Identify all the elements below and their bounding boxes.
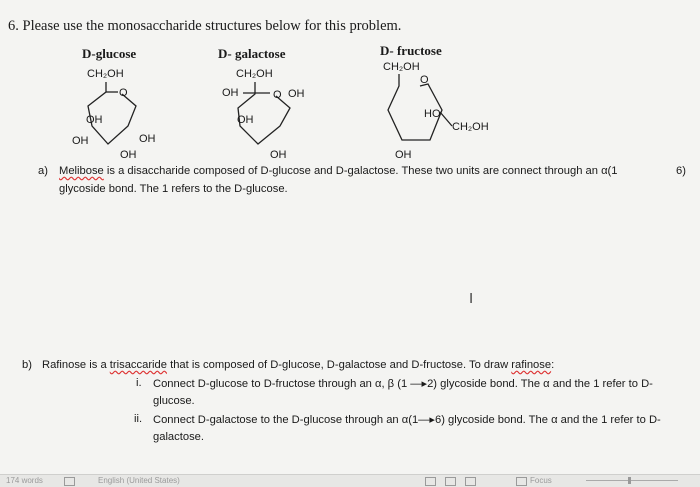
part-b-label: b): [22, 359, 32, 371]
rafinose-word: rafinose: [511, 359, 552, 371]
glucose-ring-o: O: [119, 87, 128, 99]
item2-line2: galactose.: [153, 431, 204, 443]
galactose-ring: [238, 82, 290, 144]
glucose-ring: [88, 82, 136, 144]
part-b-intro-end: :: [551, 359, 555, 371]
glucose-name: D-glucose: [82, 46, 137, 61]
glucose-oh-right: OH: [139, 133, 156, 145]
item1-number: i.: [136, 377, 142, 389]
glucose-oh-left: OH: [72, 135, 89, 147]
focus-label[interactable]: Focus: [530, 476, 552, 485]
fructose-ch2oh-top: CH₂OH: [383, 61, 420, 73]
part-b-intro: [42, 359, 554, 371]
galactose-oh-top-right: OH: [288, 88, 305, 100]
part-b-intro-before: Rafinose is a: [42, 359, 110, 371]
fructose-ho: HO: [424, 108, 441, 120]
fructose-ring: [388, 74, 442, 140]
fructose-oh-bottom: OH: [395, 149, 412, 161]
trisaccaride-word: trisaccaride: [109, 359, 167, 371]
question-title: 6. Please use the monosaccharide structures below for this problem.: [8, 18, 402, 34]
focus-icon[interactable]: [516, 477, 527, 486]
part-a-label: a): [38, 165, 48, 177]
item1-line1: Connect D-glucose to D-fructose through an α, β (1 —▸2) glycoside bond. The α and the 1 refer to D-: [153, 378, 653, 390]
part-a-line1-end: 6): [676, 165, 686, 177]
galactose-name: D- galactose: [218, 46, 286, 61]
fructose-ch2oh-right: CH₂OH: [452, 121, 489, 133]
item1-line2: glucose.: [153, 395, 195, 407]
galactose-oh-bottom: OH: [270, 149, 287, 161]
melibose-word: Melibose: [59, 165, 104, 177]
part-a-line2: glycoside bond. The 1 refers to the D-glucose.: [59, 183, 288, 195]
proofing-icon[interactable]: [64, 477, 75, 486]
glucose-oh-bottom: OH: [120, 149, 137, 161]
part-a-line1: [59, 165, 618, 177]
fructose-name: D- fructose: [380, 43, 442, 58]
part-b-intro-mid: that is composed of D-glucose, D-galactose and D-fructose. To draw: [166, 359, 512, 371]
word-count[interactable]: 174 words: [6, 476, 43, 485]
print-layout-icon[interactable]: [445, 477, 456, 486]
structures-drawing: [0, 0, 700, 170]
zoom-slider[interactable]: [586, 480, 678, 481]
galactose-ring-o: O: [273, 89, 282, 101]
galactose-oh-inner: OH: [237, 114, 254, 126]
glucose-ch2oh: CH₂OH: [87, 68, 124, 80]
fructose-ring-o: O: [420, 74, 429, 86]
item2-number: ii.: [134, 413, 143, 425]
status-bar: [0, 474, 700, 487]
zoom-slider-thumb[interactable]: [628, 477, 631, 484]
read-mode-icon[interactable]: [425, 477, 436, 486]
item2-line1: Connect D-galactose to the D-glucose through an α(1—▸6) glycoside bond. The α and the 1 refer to D-: [153, 414, 661, 426]
web-layout-icon[interactable]: [465, 477, 476, 486]
text-cursor: I: [469, 290, 474, 307]
part-a-line1-text: is a disaccharide composed of D-glucose and D-galactose. These two units are connect through an α(1: [103, 165, 618, 177]
glucose-oh-inner: OH: [86, 114, 103, 126]
language-indicator[interactable]: English (United States): [98, 476, 180, 485]
galactose-ch2oh: CH₂OH: [236, 68, 273, 80]
galactose-oh-top-left: OH: [222, 87, 239, 99]
